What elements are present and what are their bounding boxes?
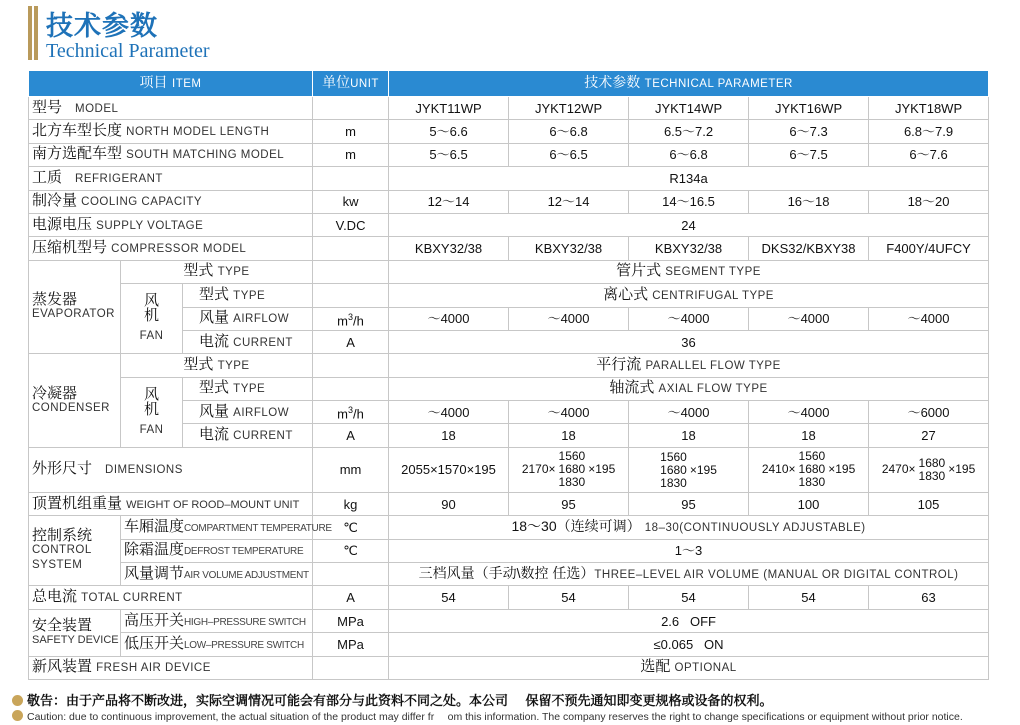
table-row (29, 633, 989, 656)
value-cell: 6～7.6 (869, 143, 989, 166)
value-cell: 27 (869, 424, 989, 447)
value-cell: 54 (629, 586, 749, 609)
airflow-label: 风量 AIRFLOW (183, 401, 313, 424)
value-cell: 14～16.5 (629, 190, 749, 213)
value-cell: ～4000 (629, 307, 749, 330)
table-row (29, 586, 989, 609)
row-label-total-current: 总电流 TOTAL CURRENT (29, 586, 313, 609)
unit-cell: kg (313, 492, 389, 515)
value-cell: 6～6.8 (629, 143, 749, 166)
unit-cell: mm (313, 447, 389, 492)
row-label-dimensions: 外形尺寸 DIMENSIONS (29, 447, 313, 492)
value-cell: ～4000 (389, 307, 509, 330)
value-cell: 5～6.5 (389, 143, 509, 166)
value-cell: 18 (629, 424, 749, 447)
value-cell: ～4000 (749, 307, 869, 330)
value-cell: 18 (389, 424, 509, 447)
voltage-value: 24 (389, 213, 989, 236)
value-cell: KBXY32/38 (629, 237, 749, 260)
row-label-south-model: 南方选配车型 SOUTH MATCHING MODEL (29, 143, 313, 166)
page-title-en: Technical Parameter (46, 40, 210, 62)
table-row (29, 190, 989, 213)
value-cell: ～4000 (509, 401, 629, 424)
table-row (29, 492, 989, 515)
table-row (29, 539, 989, 562)
value-cell: 12～14 (509, 190, 629, 213)
current-label: 电流 CURRENT (183, 424, 313, 447)
value-cell: 16～18 (749, 190, 869, 213)
value-cell: 18 (509, 424, 629, 447)
low-pressure-label: 低压开关LOW–PRESSURE SWITCH (121, 633, 313, 656)
airflow-label: 风量 AIRFLOW (183, 307, 313, 330)
condenser-fan-type-value: 轴流式 AXIAL FLOW TYPE (389, 377, 989, 400)
fan-type-label: 型式 TYPE (183, 284, 313, 307)
model-name: JYKT18WP (869, 97, 989, 120)
value-cell: 63 (869, 586, 989, 609)
value-cell: 100 (749, 492, 869, 515)
unit-cell: kw (313, 190, 389, 213)
unit-cell: MPa (313, 633, 389, 656)
dimension-value: 2470× 1680 1830 ×195 (869, 447, 989, 492)
compartment-temp-value: 18～30（连续可调） 18–30(CONTINUOUSLY ADJUSTABLE) (389, 516, 989, 539)
row-label-compressor: 压缩机型号 COMPRESSOR MODEL (29, 237, 313, 260)
low-pressure-value: ≤0.065 ON (389, 633, 989, 656)
fan-label: 风 机 FAN (121, 284, 183, 354)
table-row (29, 120, 989, 143)
fresh-air-value: 选配 OPTIONAL (389, 656, 989, 679)
value-cell: ～4000 (749, 401, 869, 424)
unit-cell: ℃ (313, 516, 389, 539)
fan-label: 风 机 FAN (121, 377, 183, 447)
defrost-temp-value: 1～3 (389, 539, 989, 562)
value-cell: KBXY32/38 (509, 237, 629, 260)
table-row (29, 656, 989, 679)
defrost-temp-label: 除霜温度DEFROST TEMPERATURE (121, 539, 313, 562)
current-label: 电流 CURRENT (183, 330, 313, 353)
high-pressure-value: 2.6 OFF (389, 609, 989, 632)
technical-parameter-table (28, 70, 989, 680)
value-cell: ～4000 (389, 401, 509, 424)
table-row (29, 143, 989, 166)
sub-label-type: 型式 TYPE (121, 260, 313, 283)
row-label-weight: 顶置机组重量 WEIGHT OF ROOD–MOUNT UNIT (29, 492, 313, 515)
bullet-dot-icon (12, 695, 23, 706)
row-label-refrigerant: 工质 REFRIGERANT (29, 167, 313, 190)
dimension-value: 1560 1680 1830 ×195 (629, 447, 749, 492)
value-cell: F400Y/4UFCY (869, 237, 989, 260)
notice-en: Caution: due to continuous improvement, the actual situation of the product may differ fr om this information. The company reserves the right to change specifications or equipment without prior notice. (12, 709, 963, 724)
evaporator-fan-type-value: 离心式 CENTRIFUGAL TYPE (389, 284, 989, 307)
header-item: 项目 ITEM (29, 71, 313, 97)
compartment-temp-label: 车厢温度COMPARTMENT TEMPERATURE (121, 516, 313, 539)
model-name: JYKT11WP (389, 97, 509, 120)
value-cell: ～4000 (869, 307, 989, 330)
notice-zh: 敬告：由于产品将不断改进，实际空调情况可能会有部分与此资料不同之处。本公司 保留不预先通知即变更规格或设备的权利。 (12, 690, 773, 709)
value-cell: 18～20 (869, 190, 989, 213)
table-row (29, 213, 989, 236)
table-header-row (29, 71, 989, 97)
model-name: JYKT14WP (629, 97, 749, 120)
value-cell: 6～6.8 (509, 120, 629, 143)
value-cell: 6～7.3 (749, 120, 869, 143)
value-cell: 54 (389, 586, 509, 609)
value-cell: 6～6.5 (509, 143, 629, 166)
fan-type-label: 型式 TYPE (183, 377, 313, 400)
value-cell: 54 (749, 586, 869, 609)
unit-cell: A (313, 330, 389, 353)
table-row (29, 563, 989, 586)
value-cell: 90 (389, 492, 509, 515)
value-cell: ～6000 (869, 401, 989, 424)
dimension-value: 2410× 1560 1680 1830 ×195 (749, 447, 869, 492)
value-cell: 18 (749, 424, 869, 447)
unit-cell: V.DC (313, 213, 389, 236)
header-technical-parameter: 技术参数 TECHNICAL PARAMETER (389, 71, 989, 97)
value-cell: ～4000 (509, 307, 629, 330)
value-cell: 6～7.5 (749, 143, 869, 166)
value-cell: 105 (869, 492, 989, 515)
high-pressure-label: 高压开关HIGH–PRESSURE SWITCH (121, 609, 313, 632)
table-row (29, 237, 989, 260)
page-title-zh: 技术参数 (46, 11, 158, 42)
value-cell: 95 (509, 492, 629, 515)
dimension-value: 2055×1570×195 (389, 447, 509, 492)
model-name: JYKT16WP (749, 97, 869, 120)
evaporator-current-value: 36 (389, 330, 989, 353)
value-cell: 6.8～7.9 (869, 120, 989, 143)
unit-cell: $m^3/h$ (313, 307, 389, 330)
table-row (29, 377, 989, 400)
row-label-condenser: 冷凝器 CONDENSER (29, 354, 121, 448)
air-volume-value: 三档风量（手动\数控 任选）THREE–LEVEL AIR VOLUME (MANUAL OR DIGITAL CONTROL) (389, 563, 989, 586)
unit-cell: m (313, 120, 389, 143)
value-cell: 54 (509, 586, 629, 609)
title-accent-bar-2 (34, 6, 38, 60)
bullet-dot-icon (12, 710, 23, 721)
value-cell: 5～6.6 (389, 120, 509, 143)
table-row (29, 609, 989, 632)
row-label-north-length: 北方车型长度 NORTH MODEL LENGTH (29, 120, 313, 143)
row-label-safety-device: 安全装置 SAFETY DEVICE (29, 609, 121, 656)
value-cell: KBXY32/38 (389, 237, 509, 260)
value-cell: 6.5～7.2 (629, 120, 749, 143)
table-row (29, 516, 989, 539)
table-row (29, 260, 989, 283)
row-label-model: 型号 MODEL (29, 97, 313, 120)
table-row (29, 97, 989, 120)
unit-cell: m (313, 143, 389, 166)
row-label-voltage: 电源电压 SUPPLY VOLTAGE (29, 213, 313, 236)
unit-cell: ℃ (313, 539, 389, 562)
value-cell: ～4000 (629, 401, 749, 424)
table-row (29, 284, 989, 307)
table-row (29, 167, 989, 190)
title-accent-bar (28, 6, 32, 60)
row-label-fresh-air: 新风装置 FRESH AIR DEVICE (29, 656, 313, 679)
dimension-value: 2170× 1560 1680 1830 ×195 (509, 447, 629, 492)
air-volume-label: 风量调节AIR VOLUME ADJUSTMENT (121, 563, 313, 586)
table-row (29, 447, 989, 492)
row-label-control-system: 控制系统 CONTROL SYSTEM (29, 516, 121, 586)
row-label-cooling: 制冷量 COOLING CAPACITY (29, 190, 313, 213)
value-cell: 12～14 (389, 190, 509, 213)
model-name: JYKT12WP (509, 97, 629, 120)
unit-cell: A (313, 586, 389, 609)
unit-cell: $m^3/h$ (313, 401, 389, 424)
unit-cell: A (313, 424, 389, 447)
value-cell: 95 (629, 492, 749, 515)
condenser-type-value: 平行流 PARALLEL FLOW TYPE (389, 354, 989, 377)
refrigerant-value: R134a (389, 167, 989, 190)
row-label-evaporator: 蒸发器 EVAPORATOR (29, 260, 121, 354)
unit-cell: MPa (313, 609, 389, 632)
sub-label-type: 型式 TYPE (121, 354, 313, 377)
header-unit: 单位UNIT (313, 71, 389, 97)
value-cell: DKS32/KBXY38 (749, 237, 869, 260)
evaporator-type-value: 管片式 SEGMENT TYPE (389, 260, 989, 283)
table-row (29, 354, 989, 377)
